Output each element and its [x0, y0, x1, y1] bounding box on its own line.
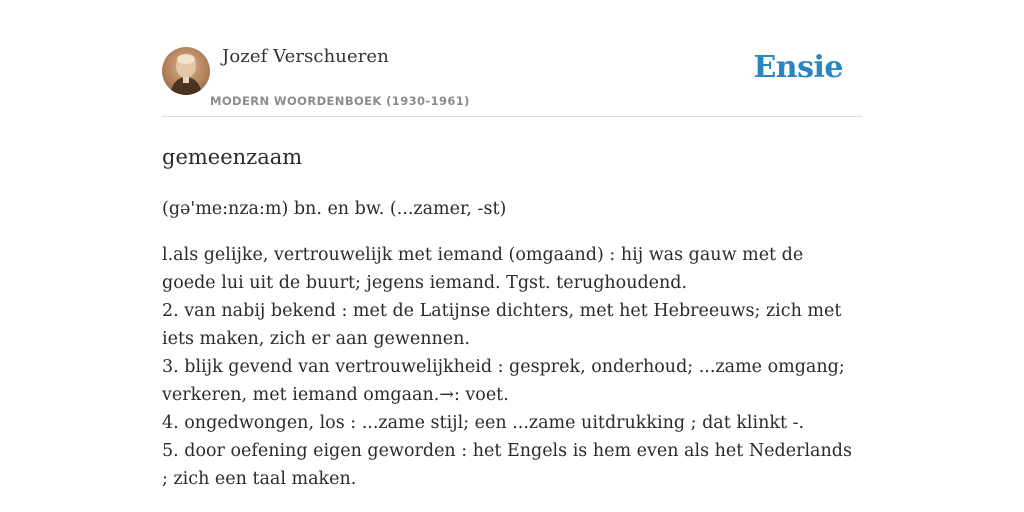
portrait-icon: [162, 47, 210, 95]
sense-5: 5. door oefening eigen geworden : het Engels is hem even als het Nederlands ; zich een taal maken.: [162, 441, 852, 489]
ensie-logo[interactable]: Ensie: [753, 50, 843, 85]
sense-3: 3. blijk gevend van vertrouwelijkheid : gesprek, onderhoud; ...zame omgang; verkeren, met iemand omgaan.→: voet.: [162, 357, 845, 405]
definition-body: [162, 241, 862, 493]
pronunciation: (gə'me:nza:m) bn. en bw. (...zamer, -st): [162, 199, 507, 219]
sense-2: 2. van nabij bekend : met de Latijnse dichters, met het Hebreeuws; zich met iets maken, zich er aan gewennen.: [162, 301, 842, 349]
sense-1: l.als gelijke, vertrouwelijk met iemand (omgaand) : hij was gauw met de goede lui uit de buurt; jegens iemand. Tgst. terughoudend.: [162, 245, 804, 293]
sense-4: 4. ongedwongen, los : ...zame stijl; een ...zame uitdrukking ; dat klinkt -.: [162, 413, 805, 433]
author-name[interactable]: Jozef Verschueren: [222, 46, 389, 67]
author-avatar[interactable]: [162, 47, 210, 95]
entry-title: gemeenzaam: [162, 145, 303, 169]
entry-header: [162, 42, 862, 117]
dictionary-source[interactable]: MODERN WOORDENBOEK (1930-1961): [210, 94, 470, 108]
entry-card: [162, 42, 862, 493]
